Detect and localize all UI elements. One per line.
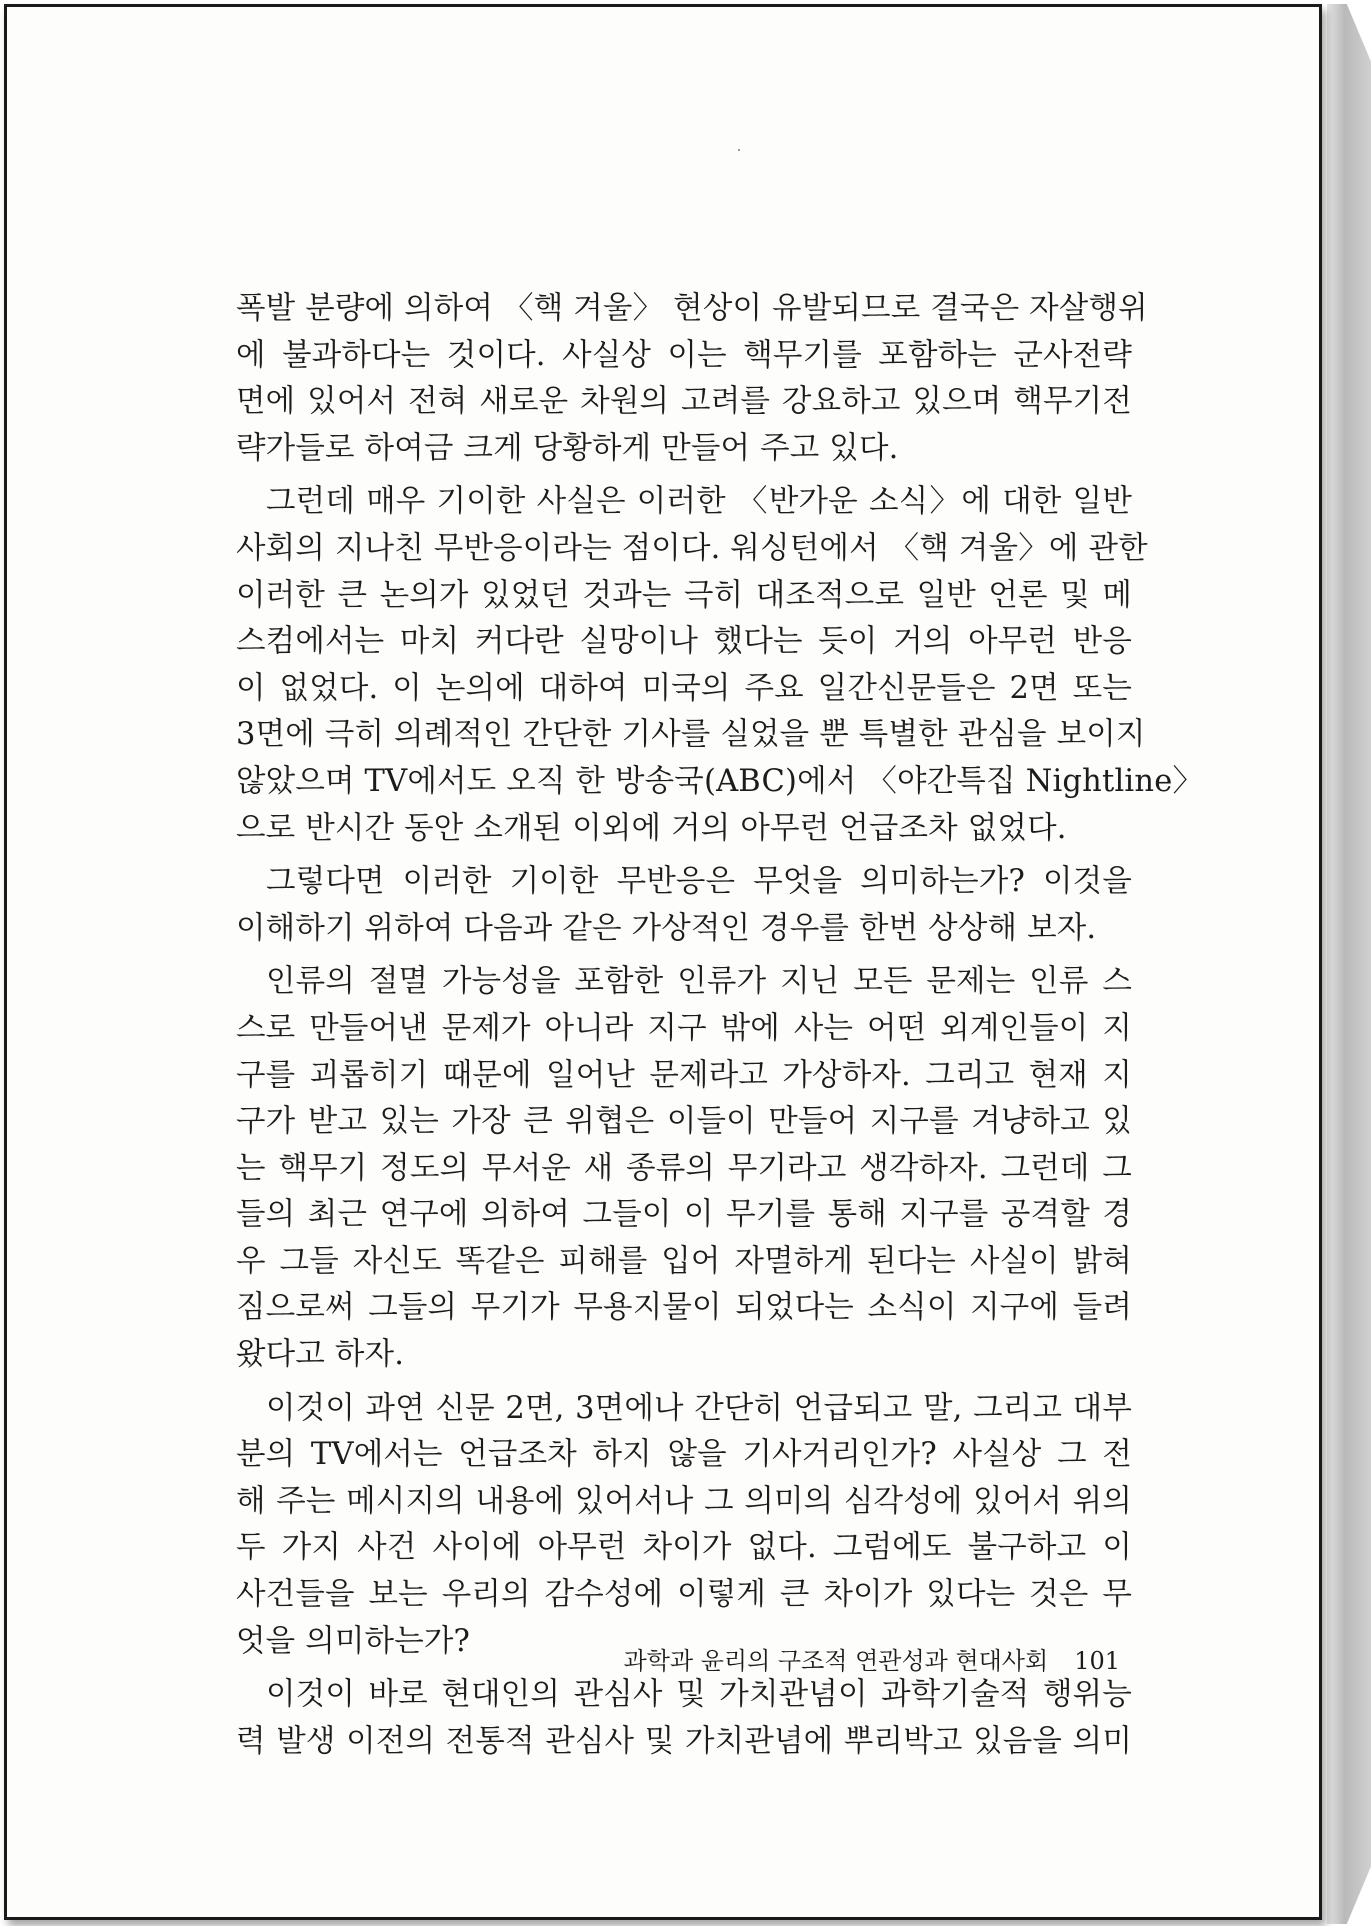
text-line: 에 불과하다는 것이다. 사실상 이는 핵무기를 포함하는 군사전략 — [236, 337, 1132, 373]
text-line: 짐으로써 그들의 무기가 무용지물이 되었다는 소식이 지구에 들려 — [236, 1290, 1132, 1326]
text-line: 왔다고 하자. — [236, 1337, 405, 1373]
paragraph — [236, 1386, 1132, 1666]
text-line: 이 없었다. 이 논의에 대하여 미국의 주요 일간신문들은 2면 또는 — [236, 670, 1132, 706]
page-stack-edge — [1327, 4, 1371, 1924]
body-text — [236, 286, 1204, 1772]
paragraph — [236, 479, 1204, 852]
text-line: 이것이 바로 현대인의 관심사 및 가치관념이 과학기술적 행위능 — [266, 1677, 1132, 1713]
text-line: 들의 최근 연구에 의하여 그들이 이 무기를 통해 지구를 공격할 경 — [236, 1197, 1132, 1233]
text-line: 그렇다면 이러한 기이한 무반응은 무엇을 의미하는가? 이것을 — [266, 864, 1132, 900]
text-line: 는 핵무기 정도의 무서운 새 종류의 무기라고 생각하자. 그런데 그 — [236, 1150, 1132, 1186]
text-line: 분의 TV에서는 언급조차 하지 않을 기사거리인가? 사실상 그 전 — [236, 1437, 1132, 1473]
paragraph — [236, 286, 1148, 472]
text-line: 3면에 극히 의례적인 간단한 기사를 실었을 뿐 특별한 관심을 보이지 — [236, 717, 1146, 753]
paragraph — [236, 959, 1132, 1378]
paragraph — [236, 1672, 1132, 1765]
text-line: 구가 받고 있는 가장 큰 위협은 이들이 만들어 지구를 겨냥하고 있 — [236, 1104, 1132, 1140]
running-title: 과학과 윤리의 구조적 연관성과 현대사회 — [623, 1647, 1049, 1675]
text-line: 해 주는 메시지의 내용에 있어서나 그 의미의 심각성에 있어서 위의 — [236, 1483, 1132, 1519]
text-line: 엇을 의미하는가? — [236, 1623, 471, 1659]
text-line: 우 그들 자신도 똑같은 피해를 입어 자멸하게 된다는 사실이 밝혀 — [236, 1243, 1132, 1279]
text-line: 면에 있어서 전혀 새로운 차원의 고려를 강요하고 있으며 핵무기전 — [236, 384, 1132, 420]
page-number: 101 — [1074, 1647, 1120, 1675]
text-line: 않았으며 TV에서도 오직 한 방송국(ABC)에서 〈야간특집 Nightline〉 — [236, 763, 1204, 799]
text-line: 그런데 매우 기이한 사실은 이러한 〈반가운 소식〉에 대한 일반 — [266, 484, 1132, 520]
text-line: 두 가지 사건 사이에 아무런 차이가 없다. 그럼에도 불구하고 이 — [236, 1530, 1132, 1566]
text-line: 스컴에서는 마치 커다란 실망이나 했다는 듯이 거의 아무런 반응 — [236, 624, 1132, 660]
text-line: 스로 만들어낸 문제가 아니라 지구 밖에 사는 어떤 외계인들이 지 — [236, 1010, 1132, 1046]
text-line: 력 발생 이전의 전통적 관심사 및 가치관념에 뿌리박고 있음을 의미 — [236, 1723, 1132, 1759]
text-line: 이것이 과연 신문 2면, 3면에나 간단히 언급되고 말, 그리고 대부 — [266, 1390, 1132, 1426]
text-line: 이해하기 위하여 다음과 같은 가상적인 경우를 한번 상상해 보자. — [236, 910, 1097, 946]
text-line: 사건들을 보는 우리의 감수성에 이렇게 큰 차이가 있다는 것은 무 — [236, 1577, 1132, 1613]
text-line: 략가들로 하여금 크게 당황하게 만들어 주고 있다. — [236, 430, 899, 466]
text-line: 으로 반시간 동안 소개된 이외에 거의 아무런 언급조차 없었다. — [236, 810, 1067, 846]
text-line: 이러한 큰 논의가 있었던 것과는 극히 대조적으로 일반 언론 및 메 — [236, 577, 1132, 613]
text-line: 인류의 절멸 가능성을 포함한 인류가 지닌 모든 문제는 인류 스 — [266, 964, 1132, 1000]
paragraph — [236, 859, 1132, 952]
scan-speck — [738, 149, 740, 151]
text-line: 폭발 분량에 의하여 〈핵 겨울〉 현상이 유발되므로 결국은 자살행위 — [236, 291, 1148, 326]
text-line: 사회의 지나친 무반응이라는 점이다. 워싱턴에서 〈핵 겨울〉에 관한 — [236, 530, 1148, 566]
text-line: 구를 괴롭히기 때문에 일어난 문제라고 가상하자. 그리고 현재 지 — [236, 1057, 1132, 1093]
page-footer — [560, 1641, 1120, 1676]
